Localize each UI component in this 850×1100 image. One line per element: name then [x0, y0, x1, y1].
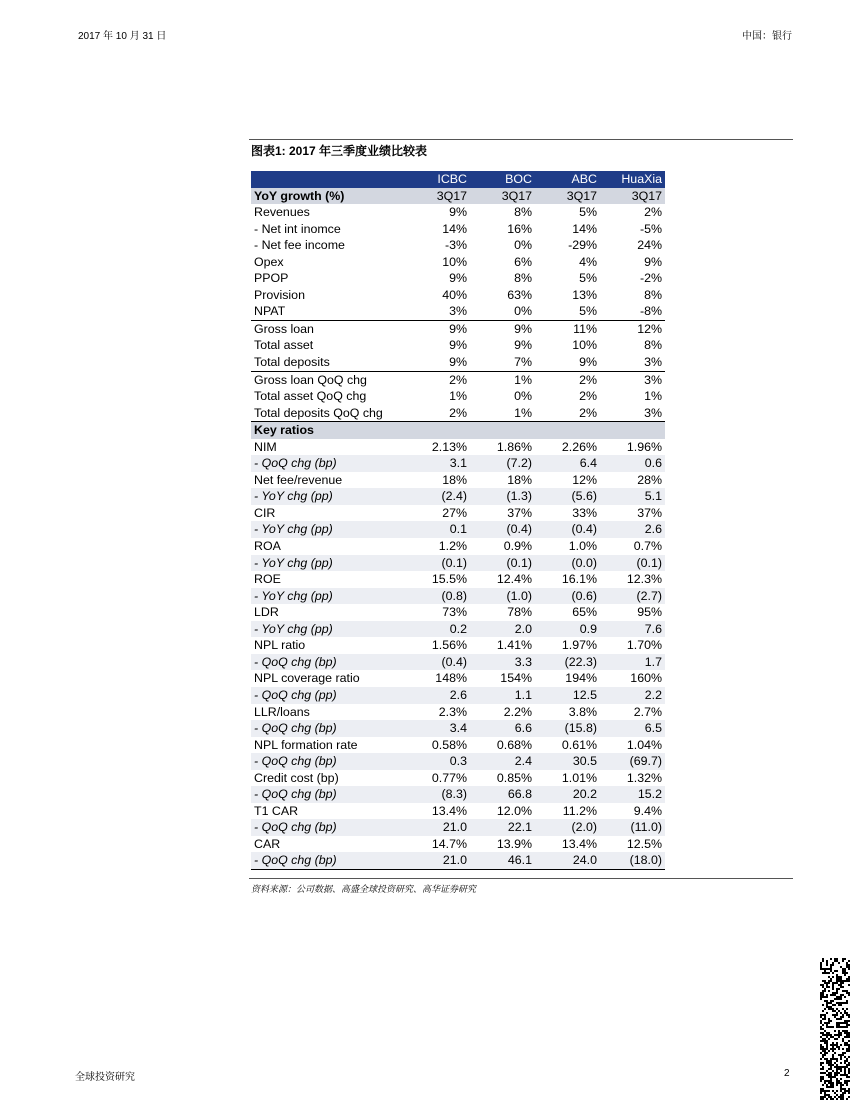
ratio-change-row	[251, 621, 665, 638]
row-label: Revenues	[254, 205, 310, 220]
value-cell: 148%	[435, 671, 467, 686]
value-cell: 0.3	[405, 753, 470, 770]
value-cell	[600, 422, 665, 439]
value-cell: HuaXia	[600, 171, 665, 188]
row-label: NPL coverage ratio	[254, 671, 360, 686]
value-cell: (18.0)	[600, 852, 665, 869]
value-cell: 2.2%	[503, 704, 532, 719]
value-cell: 16%	[507, 221, 532, 236]
value-cell: 1%	[470, 405, 535, 422]
value-cell: 2.7%	[633, 704, 662, 719]
row-label: ROA	[254, 539, 281, 554]
value-cell: BOC	[470, 171, 535, 188]
value-cell: (0.1)	[600, 555, 665, 572]
value-cell: 13%	[572, 287, 597, 302]
row-label: Total deposits QoQ chg	[251, 405, 405, 422]
row-label: Gross loan	[251, 320, 405, 337]
value-cell: 1.04%	[626, 737, 662, 752]
row-label: Total asset	[254, 338, 314, 353]
value-cell: (0.4)	[535, 521, 600, 538]
value-cell: 18%	[507, 472, 532, 487]
value-cell: 7.6	[600, 621, 665, 638]
value-cell: 13.9%	[496, 836, 532, 851]
row-label: - YoY chg (pp)	[251, 555, 405, 572]
growth-row	[251, 337, 665, 354]
value-cell: 9%	[514, 338, 532, 353]
row-label: - YoY chg (pp)	[251, 488, 405, 505]
ratio-row	[251, 538, 665, 555]
value-cell: 2.6	[405, 687, 470, 704]
ratio-change-row	[251, 654, 665, 671]
results-comparison-table	[251, 171, 665, 870]
value-cell: 1.97%	[561, 638, 597, 653]
value-cell: 0.9%	[503, 539, 532, 554]
ratio-row	[251, 836, 665, 853]
value-cell: 12.4%	[496, 572, 532, 587]
value-cell: 2.4	[470, 753, 535, 770]
value-cell: 1.0%	[568, 539, 597, 554]
value-cell: 4%	[579, 254, 597, 269]
bank-header-row	[251, 171, 665, 188]
value-cell: -3%	[444, 238, 467, 253]
value-cell: -2%	[639, 271, 662, 286]
footer-publisher: 全球投资研究	[75, 1072, 135, 1083]
ratio-change-row	[251, 555, 665, 572]
row-label: ROE	[254, 572, 281, 587]
row-label: Total deposits	[254, 355, 330, 370]
value-cell: 12.3%	[626, 572, 662, 587]
row-label: - QoQ chg (bp)	[251, 819, 405, 836]
value-cell: 160%	[630, 671, 662, 686]
growth-row	[251, 371, 665, 388]
value-cell: 30.5	[535, 753, 600, 770]
value-cell: 27%	[442, 505, 467, 520]
value-cell: 0%	[514, 389, 532, 404]
value-cell: ICBC	[405, 171, 470, 188]
value-cell: 1%	[644, 389, 662, 404]
value-cell: (11.0)	[600, 819, 665, 836]
value-cell: 7%	[514, 355, 532, 370]
growth-row	[251, 388, 665, 405]
value-cell: 3%	[600, 371, 665, 388]
value-cell: 12.0%	[496, 803, 532, 818]
value-cell: 1.7	[600, 654, 665, 671]
ratio-change-row	[251, 786, 665, 803]
value-cell: (69.7)	[600, 753, 665, 770]
value-cell: 2%	[644, 205, 662, 220]
value-cell: 24%	[637, 238, 662, 253]
value-cell	[535, 422, 600, 439]
ratio-change-row	[251, 455, 665, 472]
value-cell: 3Q17	[535, 188, 600, 205]
value-cell: 12%	[572, 472, 597, 487]
value-cell: 15.5%	[431, 572, 467, 587]
value-cell: 16.1%	[561, 572, 597, 587]
value-cell: 1.41%	[496, 638, 532, 653]
figure-top-rule	[249, 139, 793, 140]
key-ratios-header-row	[251, 422, 665, 439]
value-cell: -5%	[639, 221, 662, 236]
value-cell: (0.8)	[405, 588, 470, 605]
growth-row	[251, 405, 665, 422]
value-cell: (0.1)	[405, 555, 470, 572]
ratio-row	[251, 571, 665, 588]
value-cell: 9%	[449, 355, 467, 370]
row-label: CIR	[254, 505, 276, 520]
value-cell: 21.0	[405, 819, 470, 836]
row-label: - YoY chg (pp)	[251, 588, 405, 605]
value-cell: 9%	[579, 355, 597, 370]
row-label: Gross loan QoQ chg	[251, 371, 405, 388]
value-cell: 0.6	[600, 455, 665, 472]
value-cell: 0.7%	[633, 539, 662, 554]
value-cell: 2.26%	[561, 439, 597, 454]
value-cell: 5.1	[600, 488, 665, 505]
value-cell: 37%	[507, 505, 532, 520]
value-cell: 0%	[514, 304, 532, 319]
value-cell: 1.56%	[431, 638, 467, 653]
value-cell: 13.4%	[561, 836, 597, 851]
value-cell	[470, 422, 535, 439]
value-cell: 0%	[514, 238, 532, 253]
value-cell: 2%	[535, 371, 600, 388]
row-label: - Net int inomce	[254, 221, 341, 236]
value-cell: 154%	[500, 671, 532, 686]
row-label: Key ratios	[251, 422, 405, 439]
value-cell: 28%	[637, 472, 662, 487]
value-cell: 95%	[637, 605, 662, 620]
ratio-row	[251, 737, 665, 754]
value-cell: 33%	[572, 505, 597, 520]
value-cell: (0.6)	[535, 588, 600, 605]
row-label: - Net fee income	[254, 238, 345, 253]
value-cell: 1%	[449, 389, 467, 404]
value-cell: 2%	[405, 405, 470, 422]
value-cell: 5%	[579, 304, 597, 319]
value-cell: 9%	[644, 254, 662, 269]
growth-row	[251, 303, 665, 320]
growth-row	[251, 254, 665, 271]
value-cell: 9%	[449, 338, 467, 353]
value-cell: (0.4)	[470, 521, 535, 538]
value-cell: 14.7%	[431, 836, 467, 851]
value-cell: 66.8	[470, 786, 535, 803]
ratio-row	[251, 637, 665, 654]
value-cell: 8%	[514, 205, 532, 220]
value-cell: 8%	[514, 271, 532, 286]
row-label: NPL formation rate	[254, 737, 358, 752]
row-label: Total asset QoQ chg	[254, 389, 367, 404]
value-cell: (2.0)	[535, 819, 600, 836]
value-cell: 2.13%	[431, 439, 467, 454]
value-cell: 0.77%	[431, 770, 467, 785]
value-cell: 13.4%	[431, 803, 467, 818]
ratio-row	[251, 770, 665, 787]
growth-row	[251, 204, 665, 221]
value-cell: 1.96%	[626, 439, 662, 454]
ratio-change-row	[251, 488, 665, 505]
value-cell: (0.4)	[405, 654, 470, 671]
value-cell: ABC	[535, 171, 600, 188]
value-cell: 14%	[572, 221, 597, 236]
ratio-row	[251, 604, 665, 621]
value-cell: 9%	[405, 320, 470, 337]
value-cell: 1.70%	[626, 638, 662, 653]
value-cell: 0.61%	[561, 737, 597, 752]
row-label: - QoQ chg (bp)	[251, 455, 405, 472]
value-cell: 10%	[442, 254, 467, 269]
value-cell: 65%	[572, 605, 597, 620]
value-cell: 6.5	[600, 720, 665, 737]
value-cell: 1.1	[470, 687, 535, 704]
value-cell: 11.2%	[562, 803, 597, 818]
value-cell: 24.0	[535, 852, 600, 869]
value-cell: 12%	[600, 320, 665, 337]
value-cell: 20.2	[535, 786, 600, 803]
ratio-change-row	[251, 521, 665, 538]
growth-row	[251, 270, 665, 287]
row-label: - QoQ chg (bp)	[251, 654, 405, 671]
value-cell: 5%	[579, 205, 597, 220]
growth-row	[251, 221, 665, 238]
value-cell: (1.3)	[470, 488, 535, 505]
value-cell: 12.5	[535, 687, 600, 704]
value-cell: 0.68%	[496, 737, 532, 752]
value-cell: 2.3%	[438, 704, 467, 719]
value-cell: 3%	[449, 304, 467, 319]
ratio-row	[251, 505, 665, 522]
row-label: - YoY chg (pp)	[251, 621, 405, 638]
value-cell: 1.2%	[438, 539, 467, 554]
value-cell: 15.2	[600, 786, 665, 803]
value-cell: 9%	[449, 271, 467, 286]
figure-source-note: 资料来源：公司数据、高盛全球投资研究、高华证券研究	[251, 884, 477, 894]
ratio-change-row	[251, 753, 665, 770]
value-cell: (1.0)	[470, 588, 535, 605]
value-cell: (0.0)	[535, 555, 600, 572]
growth-row	[251, 354, 665, 371]
value-cell: 9%	[470, 320, 535, 337]
ratio-change-row	[251, 588, 665, 605]
value-cell: 2.0	[470, 621, 535, 638]
value-cell: (7.2)	[470, 455, 535, 472]
row-label: PPOP	[254, 271, 289, 286]
value-cell: 2.6	[600, 521, 665, 538]
figure-title: 图表1: 2017 年三季度业绩比较表	[251, 144, 428, 158]
value-cell: 8%	[644, 287, 662, 302]
value-cell: 1.32%	[626, 770, 662, 785]
row-label: - QoQ chg (bp)	[251, 720, 405, 737]
value-cell: 3.4	[405, 720, 470, 737]
value-cell: 12.5%	[626, 836, 662, 851]
row-label: NPAT	[254, 304, 286, 319]
value-cell: 3%	[600, 405, 665, 422]
row-label: Net fee/revenue	[254, 472, 343, 487]
value-cell: 0.2	[405, 621, 470, 638]
ratio-change-row	[251, 720, 665, 737]
growth-row	[251, 320, 665, 337]
row-label: LLR/loans	[254, 704, 310, 719]
value-cell: 46.1	[470, 852, 535, 869]
row-label: Provision	[254, 287, 305, 302]
value-cell: 2%	[405, 371, 470, 388]
value-cell: 63%	[507, 287, 532, 302]
value-cell: 5%	[579, 271, 597, 286]
report-section: 中国：银行	[742, 31, 792, 42]
value-cell: 2.2	[600, 687, 665, 704]
value-cell: (22.3)	[535, 654, 600, 671]
value-cell: 6%	[514, 254, 532, 269]
row-label: - QoQ chg (bp)	[251, 753, 405, 770]
ratio-change-row	[251, 852, 665, 869]
qr-code-strip	[820, 958, 850, 1100]
value-cell: (0.1)	[470, 555, 535, 572]
value-cell: 22.1	[470, 819, 535, 836]
ratio-row	[251, 704, 665, 721]
value-cell: 1.86%	[496, 439, 532, 454]
row-label: - QoQ chg (pp)	[251, 687, 405, 704]
value-cell: 40%	[442, 287, 467, 302]
row-label: - YoY chg (pp)	[251, 521, 405, 538]
value-cell: (2.7)	[600, 588, 665, 605]
row-label: Opex	[254, 254, 284, 269]
value-cell: 0.9	[535, 621, 600, 638]
ratio-row	[251, 803, 665, 820]
row-label: - QoQ chg (bp)	[251, 852, 405, 869]
growth-row	[251, 287, 665, 304]
value-cell: 0.85%	[496, 770, 532, 785]
value-cell: 2%	[535, 405, 600, 422]
value-cell: -29%	[568, 238, 597, 253]
value-cell: 14%	[442, 221, 467, 236]
ratio-change-row	[251, 687, 665, 704]
period-header-row	[251, 188, 665, 205]
figure-bottom-rule	[249, 878, 793, 879]
value-cell: 3%	[644, 355, 662, 370]
value-cell: 3Q17	[470, 188, 535, 205]
value-cell: 78%	[507, 605, 532, 620]
value-cell: 6.4	[535, 455, 600, 472]
row-label: Credit cost (bp)	[254, 770, 339, 785]
ratio-row	[251, 439, 665, 456]
row-label: T1 CAR	[254, 803, 299, 818]
value-cell: 73%	[442, 605, 467, 620]
row-label: YoY growth (%)	[251, 188, 405, 205]
value-cell: 1%	[470, 371, 535, 388]
ratio-change-row	[251, 819, 665, 836]
value-cell	[405, 422, 470, 439]
growth-row	[251, 237, 665, 254]
value-cell: 194%	[565, 671, 597, 686]
value-cell: 18%	[442, 472, 467, 487]
value-cell: 3Q17	[600, 188, 665, 205]
value-cell: 11%	[535, 320, 600, 337]
value-cell: 0.1	[405, 521, 470, 538]
value-cell: 3.3	[470, 654, 535, 671]
row-label: NIM	[254, 439, 277, 454]
value-cell: 1.01%	[561, 770, 597, 785]
row-label: - QoQ chg (bp)	[251, 786, 405, 803]
value-cell: 21.0	[405, 852, 470, 869]
value-cell: 3.1	[405, 455, 470, 472]
row-label: LDR	[254, 605, 279, 620]
value-cell: 9.4%	[633, 803, 662, 818]
value-cell: 10%	[572, 338, 597, 353]
page-number: 2	[784, 1068, 790, 1079]
value-cell: 0.58%	[431, 737, 467, 752]
report-date: 2017 年 10 月 31 日	[78, 31, 167, 42]
value-cell: 37%	[637, 505, 662, 520]
value-cell: 3.8%	[568, 704, 597, 719]
value-cell: 3Q17	[405, 188, 470, 205]
value-cell: (2.4)	[405, 488, 470, 505]
row-label: CAR	[254, 836, 281, 851]
row-label	[251, 171, 405, 188]
value-cell: (8.3)	[405, 786, 470, 803]
ratio-row	[251, 670, 665, 687]
value-cell: 9%	[449, 205, 467, 220]
value-cell: 6.6	[470, 720, 535, 737]
value-cell: (5.6)	[535, 488, 600, 505]
ratio-row	[251, 472, 665, 489]
value-cell: 8%	[644, 338, 662, 353]
value-cell: 2%	[579, 389, 597, 404]
value-cell: -8%	[639, 304, 662, 319]
row-label: NPL ratio	[254, 638, 306, 653]
value-cell: (15.8)	[535, 720, 600, 737]
